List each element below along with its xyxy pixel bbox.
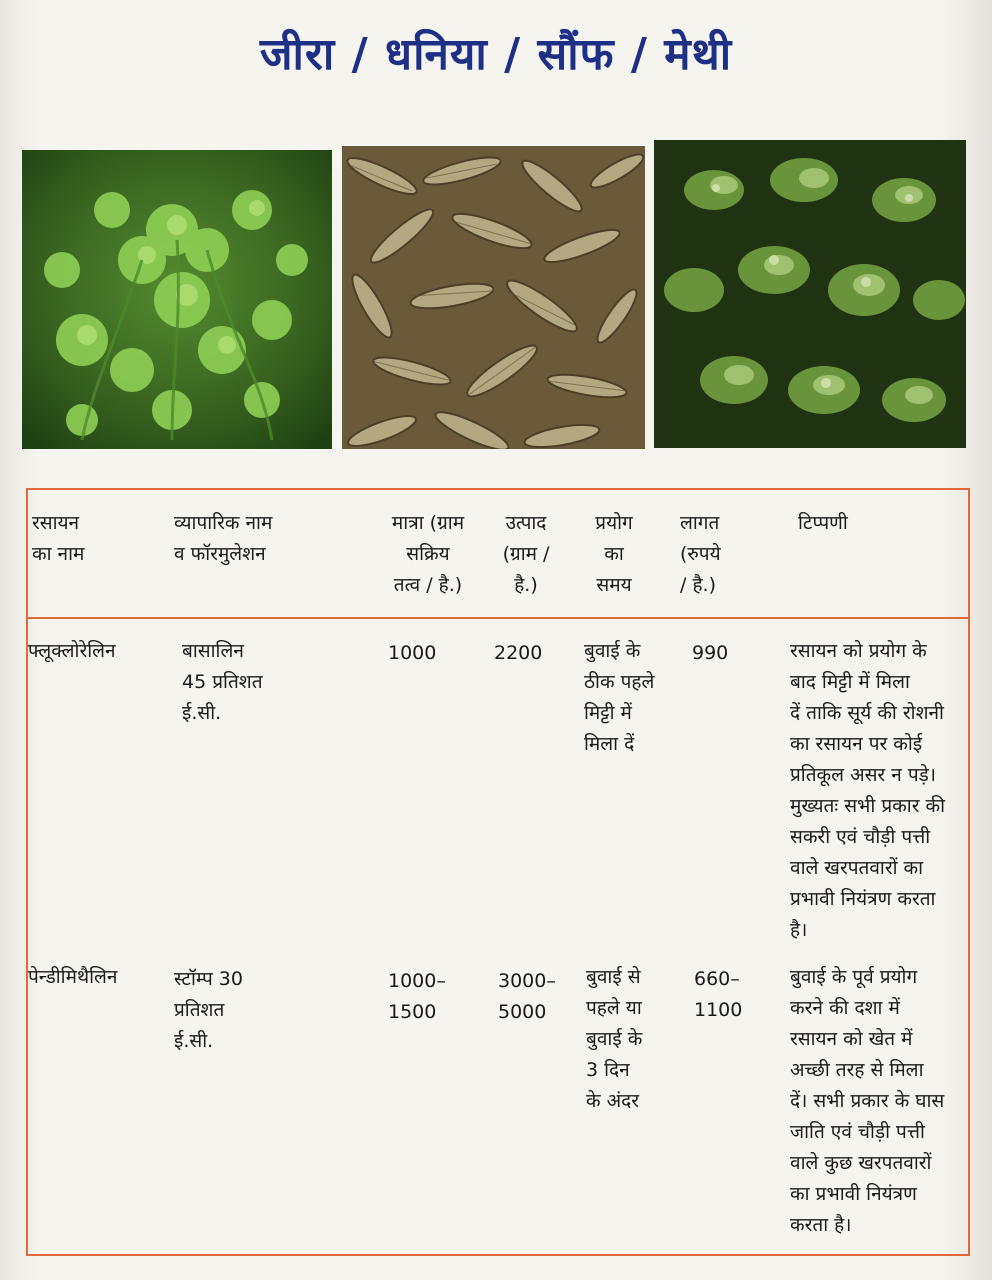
fenugreek-plant-photo	[654, 140, 966, 448]
header-chemical-name: रसायन का नाम	[32, 512, 85, 565]
page-title: जीरा / धनिया / सौंफ / मेथी	[259, 29, 733, 80]
header-cost: लागत (रुपये / है.)	[680, 512, 721, 596]
header-quantity: मात्रा (ग्राम सक्रिय तत्व / है.)	[391, 512, 465, 596]
coriander-leaves-photo	[22, 150, 332, 449]
row2-timing: बुवाई से पहले या बुवाई के 3 दिन के अंदर	[586, 966, 643, 1112]
row1-quantity: 1000	[388, 642, 437, 664]
table-header-row	[28, 490, 968, 619]
row2-quantity: 1000– 1500	[388, 970, 446, 1023]
row2-chemical: पेन्डीमिथैलिन	[28, 966, 118, 988]
header-remark: टिप्पणी	[798, 512, 848, 534]
row2-product: 3000– 5000	[498, 970, 556, 1023]
row2-remark: बुवाई के पूर्व प्रयोग करने की दशा में रसायन को खेत में अच्छी तरह से मिला दें। सभी प्रकार के घास जाति एवं चौड़ी पत्ती वाले कुछ खरपतवारों का प्रभावी नियंत्रण करता है।	[790, 966, 945, 1236]
row1-remark: रसायन को प्रयोग के बाद मिट्टी में मिला दें ताकि सूर्य की रोशनी का रसायन पर कोई प्रतिकूल असर न पड़े। मुख्यतः सभी प्रकार की सकरी एवं चौड़ी पत्ती वाले खरपतवारों का प्रभावी नियंत्रण करता है।	[790, 640, 946, 941]
row2-cost: 660– 1100	[694, 968, 743, 1021]
row1-trade: बासालिन 45 प्रतिशत ई.सी.	[182, 640, 263, 724]
row1-timing: बुवाई के ठीक पहले मिट्टी में मिला दें	[584, 640, 655, 755]
header-trade-name: व्यापारिक नाम व फॉरमुलेशन	[174, 512, 273, 565]
row1-product: 2200	[494, 642, 543, 664]
row1-chemical: फ्लूक्लोरेलिन	[28, 640, 116, 662]
header-timing: प्रयोग का समय	[595, 512, 633, 596]
row2-trade: स्टॉम्प 30 प्रतिशत ई.सी.	[174, 968, 243, 1052]
herbicide-table	[26, 488, 970, 1256]
row1-cost: 990	[692, 642, 729, 664]
header-product: उत्पाद (ग्राम / है.)	[502, 512, 550, 596]
cumin-seeds-photo	[342, 146, 645, 449]
